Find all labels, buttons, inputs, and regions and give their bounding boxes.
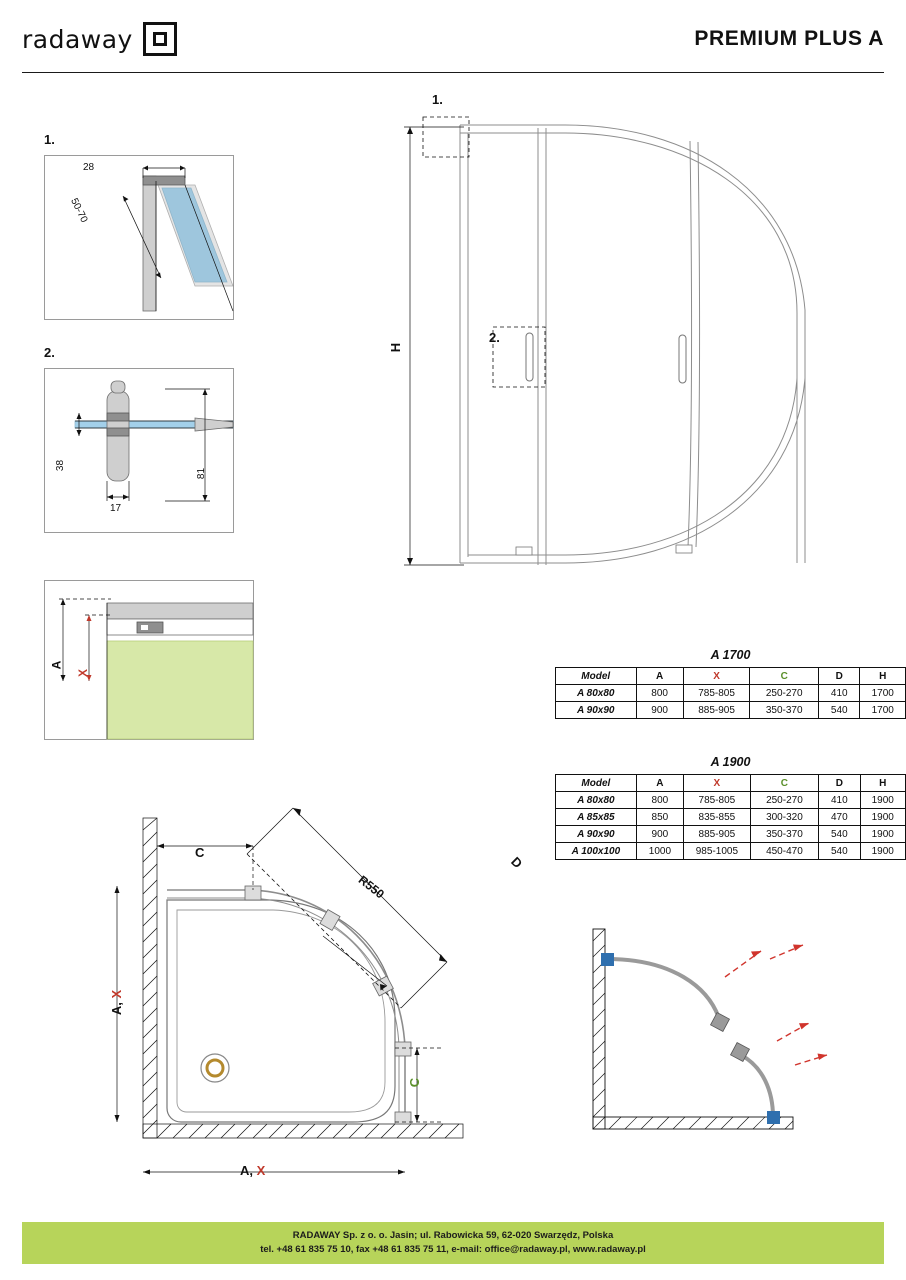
table-row [556, 685, 906, 702]
cell-model: A 90x90 [556, 826, 637, 843]
cell-h: 1900 [860, 826, 905, 843]
table-a1700 [555, 648, 906, 719]
detail-2-dim-38: 38 [55, 459, 67, 472]
door-operation-graphic [565, 915, 865, 1175]
table-row [556, 702, 906, 719]
cell-d: 410 [819, 792, 860, 809]
cell-x: 885-905 [683, 702, 750, 719]
th-d: D [819, 775, 860, 792]
th-a: A [636, 668, 683, 685]
plan-label-d: D [508, 853, 526, 872]
plan-label-a-2: A, [240, 1163, 257, 1178]
main-height-label: H [388, 342, 404, 353]
cell-a: 800 [636, 685, 683, 702]
th-h: H [860, 775, 905, 792]
detail-3-panel [44, 580, 254, 740]
cell-model: A 90x90 [556, 702, 637, 719]
brand-logo [22, 22, 177, 56]
detail-3-label-x: X [76, 668, 91, 678]
cell-c: 250-270 [750, 792, 818, 809]
plan-label-ax-left [109, 990, 124, 1015]
detail-2-panel [44, 368, 234, 533]
table-row [556, 826, 906, 843]
cell-c: 350-370 [750, 826, 818, 843]
detail-1-panel [44, 155, 234, 320]
cell-a: 1000 [636, 843, 683, 860]
cell-d: 540 [819, 843, 860, 860]
cell-d: 540 [819, 826, 860, 843]
table-row [556, 843, 906, 860]
plan-label-c-right: C [407, 1077, 423, 1088]
cell-c: 350-370 [750, 702, 819, 719]
detail-1-number: 1. [44, 132, 55, 147]
main-callout-2: 2. [489, 330, 500, 345]
cell-x: 835-855 [684, 809, 751, 826]
plan-label-ax-bottom [240, 1163, 265, 1178]
cell-x: 985-1005 [684, 843, 751, 860]
cell-model: A 80x80 [556, 792, 637, 809]
main-callout-1: 1. [432, 92, 443, 107]
page-title: PREMIUM PLUS A [694, 27, 884, 50]
cell-h: 1900 [860, 792, 905, 809]
detail-2-dim-81: 81 [196, 467, 208, 480]
plan-view-graphic [95, 790, 495, 1190]
table-a1900-title: A 1900 [710, 755, 751, 769]
th-x: X [684, 775, 751, 792]
cell-c: 250-270 [750, 685, 819, 702]
cell-a: 800 [636, 792, 683, 809]
cell-x: 785-805 [683, 685, 750, 702]
door-operation-diagram [565, 915, 865, 1175]
cell-h: 1900 [860, 809, 905, 826]
table-header-row [556, 668, 906, 685]
detail-1-dim-28: 28 [83, 162, 95, 173]
square-logo-icon [143, 22, 177, 56]
cell-a: 900 [636, 702, 683, 719]
cell-a: 900 [636, 826, 683, 843]
detail-2-graphic [45, 369, 233, 532]
table-a1700-grid [555, 667, 906, 719]
cell-h: 1700 [860, 685, 906, 702]
table-row [556, 809, 906, 826]
cell-h: 1900 [860, 843, 905, 860]
cell-x: 785-805 [684, 792, 751, 809]
table-row [556, 792, 906, 809]
th-c: C [750, 668, 819, 685]
cell-c: 300-320 [750, 809, 818, 826]
cell-d: 470 [819, 809, 860, 826]
footer-line-2: tel. +48 61 835 75 10, fax +48 61 835 75 11, e-mail: office@radaway.pl, www.radaway.pl [260, 1244, 646, 1255]
table-a1900-grid [555, 774, 906, 860]
table-a1700-title: A 1700 [710, 648, 751, 662]
header-divider [22, 72, 884, 73]
plan-label-a: A, [109, 998, 125, 1016]
plan-label-x-2: X [256, 1163, 266, 1178]
cell-d: 540 [819, 702, 860, 719]
footer-line-1: RADAWAY Sp. z o. o. Jasin; ul. Rabowicka 59, 62-020 Swarzędz, Polska [292, 1230, 614, 1241]
footer-contact-bar [22, 1222, 884, 1264]
table-a1900 [555, 755, 906, 860]
cell-model: A 85x85 [556, 809, 637, 826]
cell-x: 885-905 [684, 826, 751, 843]
cell-a: 850 [636, 809, 683, 826]
th-c: C [750, 775, 818, 792]
cell-d: 410 [819, 685, 860, 702]
detail-3-label-a: A [49, 660, 64, 670]
plan-view [95, 790, 495, 1190]
th-model: Model [556, 775, 637, 792]
cell-model: A 100x100 [556, 843, 637, 860]
plan-label-c-top: C [195, 845, 205, 860]
plan-label-radius: R550 [355, 872, 387, 902]
table-header-row [556, 775, 906, 792]
plan-label-x: X [109, 989, 125, 999]
th-x: X [683, 668, 750, 685]
th-a: A [636, 775, 683, 792]
th-h: H [860, 668, 906, 685]
cell-h: 1700 [860, 702, 906, 719]
th-d: D [819, 668, 860, 685]
detail-2-dim-17: 17 [110, 503, 122, 514]
main-front-view-graphic [390, 95, 890, 595]
detail-1-dim-angle: 50-70 [68, 196, 90, 225]
cell-c: 450-470 [750, 843, 818, 860]
cell-model: A 80x80 [556, 685, 637, 702]
detail-3-graphic [45, 581, 253, 739]
th-model: Model [556, 668, 637, 685]
detail-1-graphic [45, 156, 233, 319]
brand-wordmark: radaway [22, 24, 133, 54]
main-front-view [390, 95, 890, 595]
detail-2-number: 2. [44, 345, 55, 360]
